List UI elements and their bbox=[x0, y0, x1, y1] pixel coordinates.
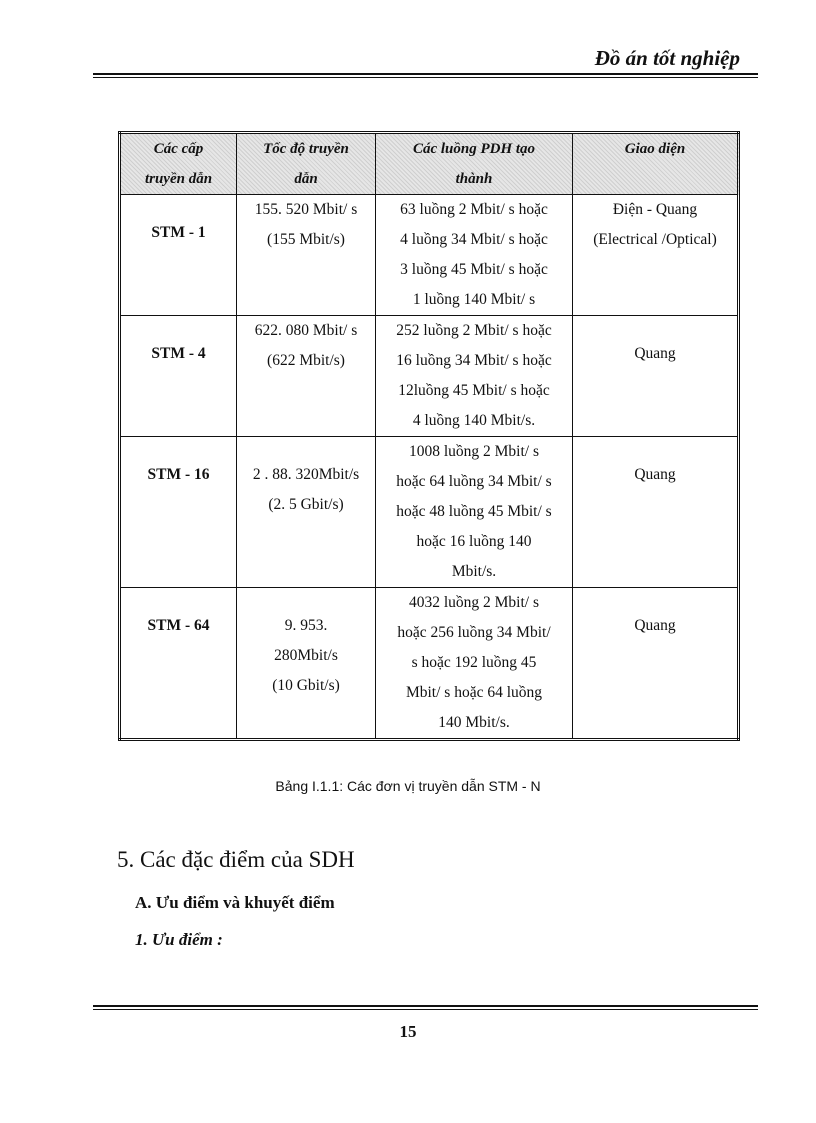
section-heading: 5. Các đặc điểm của SDH bbox=[117, 847, 355, 872]
row-level: STM - 16 bbox=[120, 437, 237, 588]
document-header-title: Đồ án tốt nghiệp bbox=[594, 46, 740, 70]
row-interface: Quang bbox=[573, 588, 739, 740]
header-interface: Giao diện bbox=[573, 133, 739, 195]
table-header-row bbox=[120, 133, 739, 195]
sub-subsection-heading: 1. Ưu điểm : bbox=[135, 930, 223, 949]
row-flows: 252 luồng 2 Mbit/ s hoặc 16 luồng 34 Mbit/ s hoặc 12luồng 45 Mbit/ s hoặc 4 luồng 140 Mbit/s. bbox=[376, 316, 573, 437]
row-flows: 63 luồng 2 Mbit/ s hoặc 4 luồng 34 Mbit/ s hoặc 3 luồng 45 Mbit/ s hoặc 1 luồng 140 Mbit/ s bbox=[376, 195, 573, 316]
stm-table bbox=[118, 131, 740, 741]
stm-table-container bbox=[118, 131, 737, 741]
row-rate: 622. 080 Mbit/ s (622 Mbit/s) bbox=[237, 316, 376, 437]
table-row bbox=[120, 316, 739, 437]
header-pdh-flows: Các luồng PDH tạo thành bbox=[376, 133, 573, 195]
page-number: 15 bbox=[399, 1022, 417, 1041]
row-level: STM - 4 bbox=[120, 316, 237, 437]
table-row bbox=[120, 195, 739, 316]
row-level: STM - 1 bbox=[120, 195, 237, 316]
row-flows: 4032 luồng 2 Mbit/ s hoặc 256 luồng 34 Mbit/ s hoặc 192 luồng 45 Mbit/ s hoặc 64 luồng 140 Mbit/s. bbox=[376, 588, 573, 740]
table-caption: Bảng I.1.1: Các đơn vị truyền dẫn STM - N bbox=[275, 778, 541, 794]
table-row bbox=[120, 588, 739, 740]
header-transmission-rate: Tốc độ truyền dẫn bbox=[237, 133, 376, 195]
row-rate: 2 . 88. 320Mbit/s (2. 5 Gbit/s) bbox=[237, 437, 376, 588]
header-transmission-level: Các cấp truyền dẫn bbox=[120, 133, 237, 195]
table-row bbox=[120, 437, 739, 588]
row-rate: 155. 520 Mbit/ s (155 Mbit/s) bbox=[237, 195, 376, 316]
footer-rule bbox=[93, 1005, 758, 1010]
row-level: STM - 64 bbox=[120, 588, 237, 740]
row-interface: Điện - Quang (Electrical /Optical) bbox=[573, 195, 739, 316]
subsection-heading: A. Ưu điểm và khuyết điểm bbox=[135, 893, 335, 912]
row-interface: Quang bbox=[573, 437, 739, 588]
row-flows: 1008 luồng 2 Mbit/ s hoặc 64 luồng 34 Mbit/ s hoặc 48 luồng 45 Mbit/ s hoặc 16 luồng 140 Mbit/s. bbox=[376, 437, 573, 588]
row-rate: 9. 953. 280Mbit/s (10 Gbit/s) bbox=[237, 588, 376, 740]
row-interface: Quang bbox=[573, 316, 739, 437]
header-rule bbox=[93, 73, 758, 78]
